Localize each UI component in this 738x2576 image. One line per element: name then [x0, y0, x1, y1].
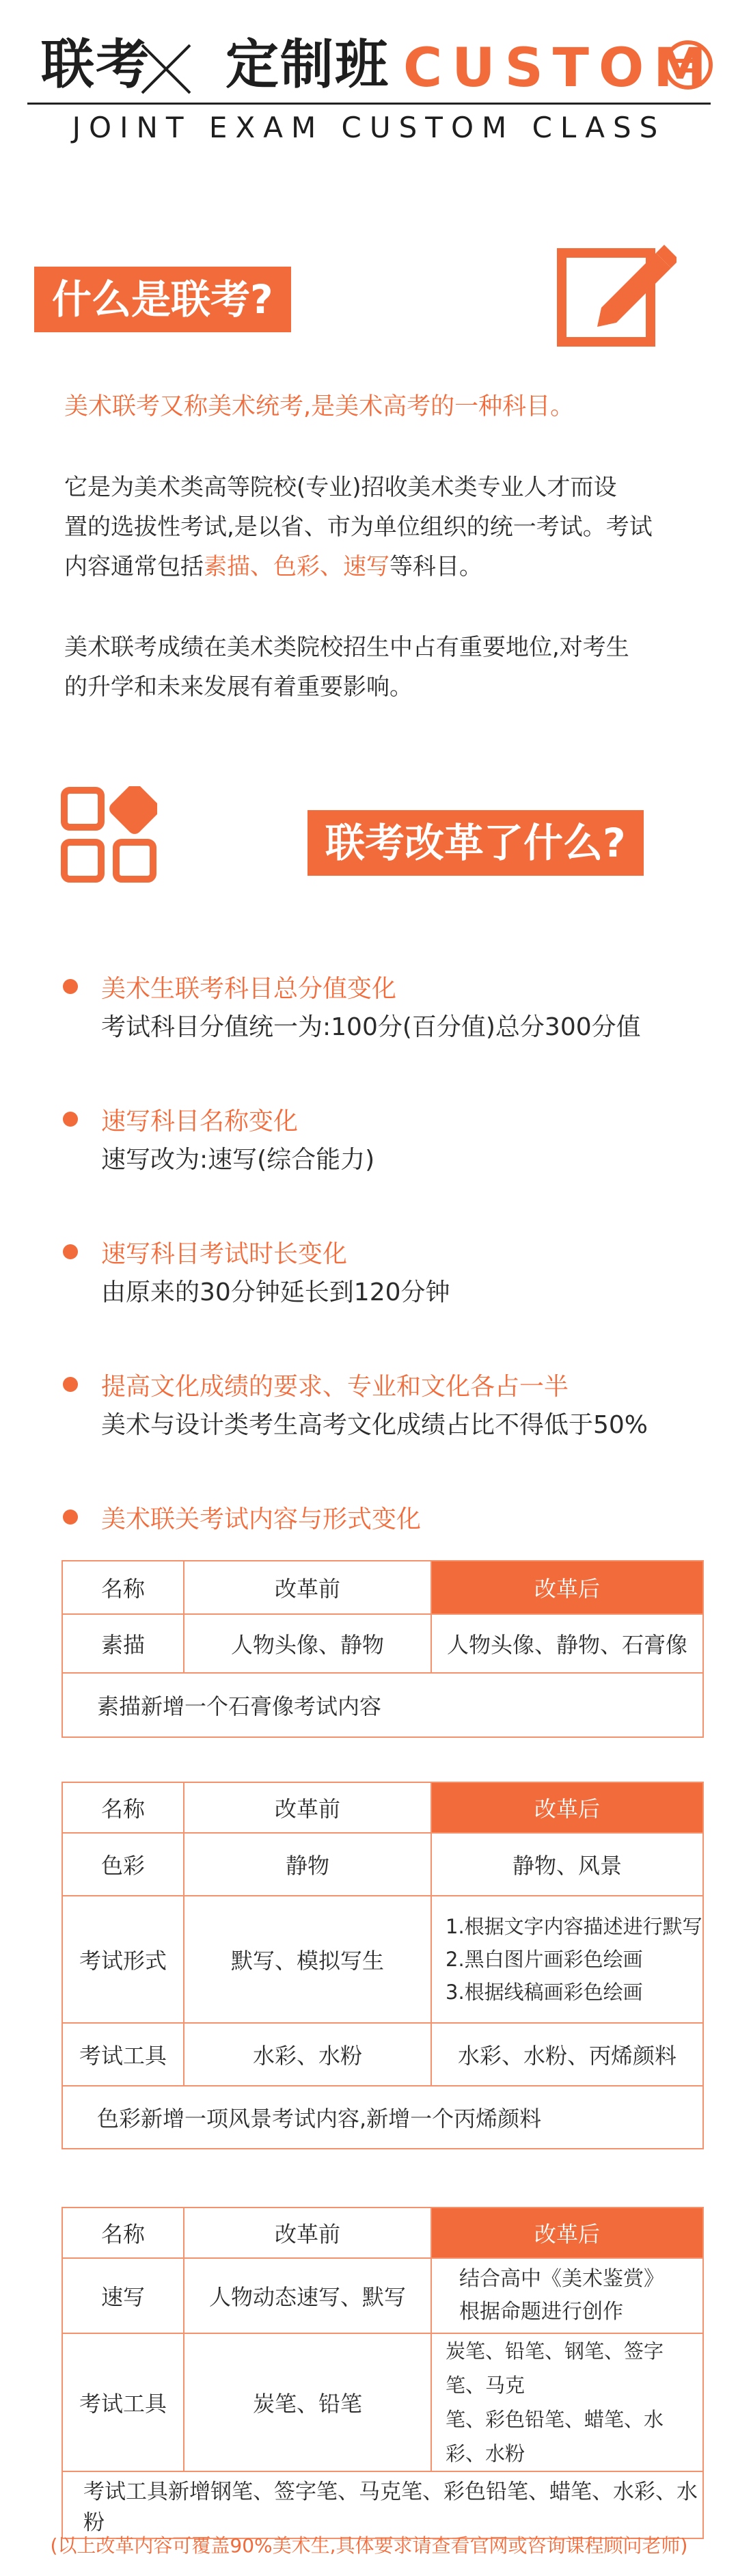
- header-subtitle: JOINT EXAM CUSTOM CLASS: [72, 111, 666, 144]
- grid-apps-icon: [60, 786, 157, 883]
- header-divider: [27, 103, 711, 105]
- footer-disclaimer: (以上改革内容可覆盖90%美术生,具体要求请查看官网或咨询课程顾问老师): [50, 2534, 688, 2557]
- p2-post: 等科目。: [390, 553, 482, 580]
- bullet-title: 速写科目考试时长变化: [101, 1240, 348, 1268]
- list-item: 结合高中《美术鉴赏》: [459, 2267, 664, 2291]
- header-title-left: [41, 27, 390, 103]
- list-item: 根据命题进行创作: [459, 2300, 623, 2324]
- bullet-dot: [63, 979, 78, 994]
- table-cell: 静物、风景: [431, 1833, 703, 1896]
- section1-p3-line1: 美术联考成绩在美术类院校招生中占有重要地位,对考生: [64, 634, 629, 661]
- table-cell-list: [431, 1896, 703, 2023]
- edit-note-icon: [554, 239, 676, 349]
- list-item: 3.根据线稿画彩色绘画: [446, 1981, 643, 2004]
- table-cell-list: [431, 2258, 703, 2333]
- p2-pre: 内容通常包括: [64, 553, 204, 580]
- table-cell: 默写、模拟写生: [184, 1896, 431, 2023]
- table-head-name: 名称: [62, 1782, 184, 1833]
- table-note: 素描新增一个石膏像考试内容: [62, 1673, 703, 1737]
- bullet-dot: [63, 1244, 78, 1259]
- bullet-title: 美术生联考科目总分值变化: [101, 975, 397, 1003]
- table-head-after: 改革后: [431, 2208, 703, 2258]
- cross-icon: [137, 40, 195, 98]
- bullet-dot: [63, 1377, 78, 1392]
- table-cell: 速写: [62, 2258, 184, 2333]
- table-note: 色彩新增一项风景考试内容,新增一个丙烯颜料: [62, 2086, 703, 2149]
- reform-table-sketching: [62, 2207, 704, 2539]
- table-cell: 考试工具: [62, 2333, 184, 2471]
- header-title-word: 联考: [41, 34, 151, 96]
- reform-table-color: [62, 1782, 704, 2149]
- table-cell: 水彩、水粉、丙烯颜料: [431, 2023, 703, 2086]
- list-item: 2.黑白图片画彩色绘画: [446, 1948, 643, 1971]
- table-cell: 色彩: [62, 1833, 184, 1896]
- table-head-before: 改革前: [184, 1782, 431, 1833]
- table-cell: 静物: [184, 1833, 431, 1896]
- section1-p2-line2: 置的选拔性考试,是以省、市为单位组织的统一考试。考试: [64, 513, 653, 541]
- bullet-title: 提高文化成绩的要求、专业和文化各占一半: [101, 1373, 569, 1401]
- table-note: 考试工具新增钢笔、签字笔、马克笔、彩色铅笔、蜡笔、水彩、水粉: [62, 2471, 703, 2538]
- table-cell: 炭笔、铅笔: [184, 2333, 431, 2471]
- bullet-text: 速写改为:速写(综合能力): [101, 1146, 375, 1174]
- no-entry-circle-icon: [661, 38, 715, 92]
- table-head-before: 改革前: [184, 2208, 431, 2258]
- table-head-name: 名称: [62, 1561, 184, 1614]
- table-head-after: 改革后: [431, 1782, 703, 1833]
- table-head-before: 改革前: [184, 1561, 431, 1614]
- section2-tag: 联考改革了什么?: [308, 810, 644, 876]
- table-cell: 水彩、水粉: [184, 2023, 431, 2086]
- list-item: 炭笔、铅笔、钢笔、签字笔、马克: [446, 2339, 664, 2397]
- bullet-text: 美术与设计类考生高考文化成绩占比不得低于50%: [101, 1411, 648, 1439]
- section1-p2-line1: 它是为美术类高等院校(专业)招收美术类专业人才而设: [64, 474, 617, 501]
- header-title-word2: 定制班: [226, 34, 390, 96]
- bullet-text: 考试科目分值统一为:100分(百分值)总分300分值: [101, 1013, 641, 1041]
- bullet-title: 速写科目名称变化: [101, 1108, 299, 1136]
- list-item: 笔、彩色铅笔、蜡笔、水彩、水粉: [446, 2408, 664, 2465]
- bullet-title: 美术联关考试内容与形式变化: [101, 1505, 422, 1533]
- bullet-dot: [63, 1510, 78, 1525]
- table-head-after: 改革后: [431, 1561, 703, 1614]
- table-cell: 人物动态速写、默写: [184, 2258, 431, 2333]
- table-cell: 人物头像、静物: [184, 1614, 431, 1673]
- header-custom-text: CUSTOM: [403, 38, 716, 99]
- bullet-text: 由原来的30分钟延长到120分钟: [101, 1278, 450, 1306]
- section1-p3-line2: 的升学和未来发展有着重要影响。: [64, 673, 413, 701]
- reform-table-sketch: [62, 1560, 704, 1738]
- table-head-name: 名称: [62, 2208, 184, 2258]
- table-cell: 素描: [62, 1614, 184, 1673]
- table-cell: 人物头像、静物、石膏像: [431, 1614, 703, 1673]
- section1-p2-line3: [64, 547, 482, 587]
- table-cell: 考试工具: [62, 2023, 184, 2086]
- section1-lead: 美术联考又称美术统考,是美术高考的一种科目。: [64, 393, 575, 420]
- table-cell-list: [431, 2333, 703, 2471]
- bullet-dot: [63, 1112, 78, 1127]
- p2-highlight: 素描、色彩、速写: [204, 553, 390, 580]
- table-cell: 考试形式: [62, 1896, 184, 2023]
- section1-tag: 什么是联考?: [34, 267, 291, 332]
- list-item: 1.根据文字内容描述进行默写: [446, 1915, 702, 1938]
